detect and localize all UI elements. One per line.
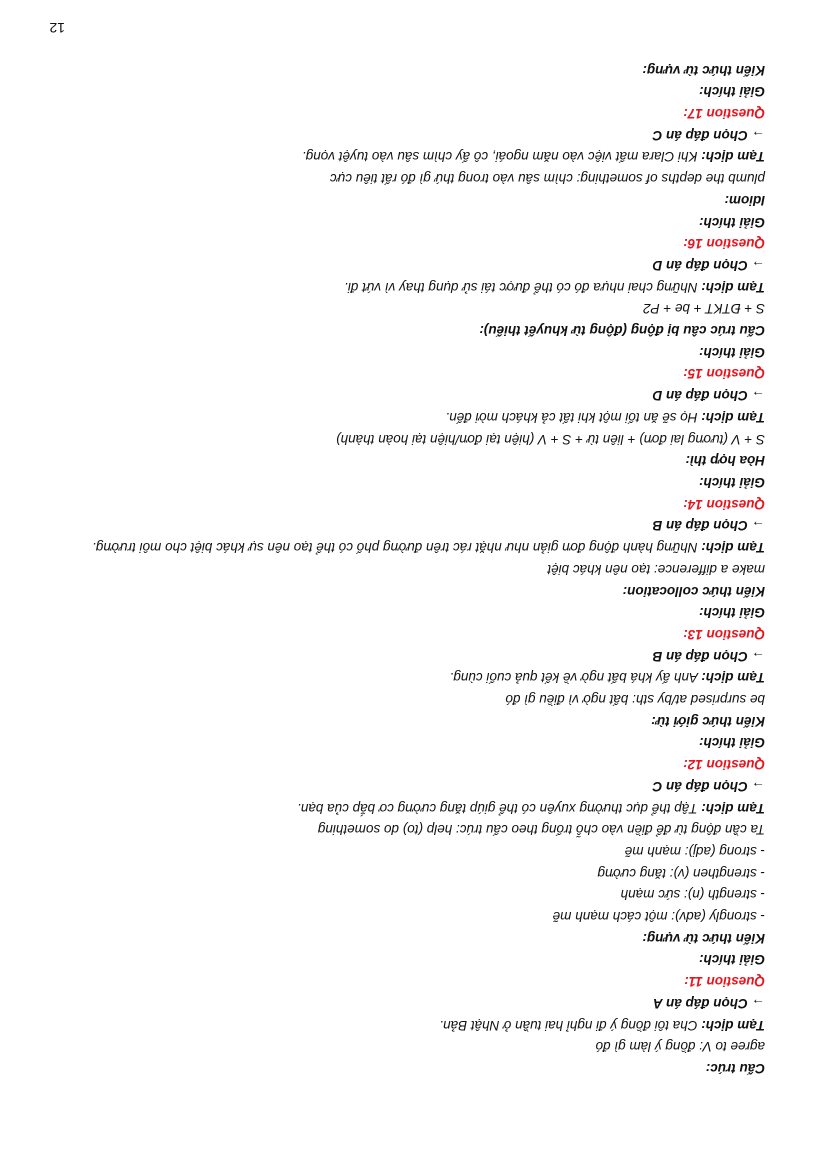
- translation-label: Tạm dịch:: [701, 409, 765, 425]
- explanation-heading: Giải thích:: [698, 344, 765, 360]
- translation-text: Những chai nhựa đó có thể được tái sử dụng thay vì vứt đi.: [344, 279, 698, 295]
- answer-line: → Chọn đáp án D: [652, 388, 765, 404]
- topic-heading: Kiến thức từ vựng:: [642, 930, 765, 946]
- translation-text: Anh ấy khá bất ngờ về kết quả cuối cùng.: [449, 670, 698, 686]
- text-line: - strengthen (v): tăng cường: [597, 865, 765, 881]
- translation-text: Họ sẽ ăn tối một khi tất cả khách mời đến.: [445, 409, 698, 425]
- document-body: [45, 59, 765, 1079]
- topic-heading: Cấu trúc câu bị động (động từ khuyết thiếu):: [479, 323, 765, 339]
- text-line: Ta cần động từ để điền vào chỗ trống theo cấu trúc: help (to) do something: [317, 822, 765, 838]
- explanation-heading: Giải thích:: [698, 475, 765, 491]
- text-line: make a difference: tạo nên khác biệt: [547, 561, 765, 577]
- text-line: - strongly (adv): một cách mạnh mẽ: [552, 909, 765, 925]
- topic-heading: Kiến thức giới từ:: [651, 713, 765, 729]
- translation-text: Những hành động đơn giản như nhặt rác trên đường phố có thể tạo nên sự khác biệt cho môi trường.: [92, 540, 698, 556]
- translation-label: Tạm dịch:: [701, 670, 765, 686]
- explanation-heading: Giải thích:: [698, 214, 765, 230]
- text-line: plumb the depths of something: chìm sâu vào trong thứ gì đó rất tiêu cực: [329, 171, 765, 187]
- answer-line: → Chọn đáp án A: [653, 995, 765, 1011]
- page-number: 12: [49, 20, 65, 36]
- translation-label: Tạm dịch:: [701, 800, 765, 816]
- structure-heading: Cấu trúc:: [705, 1061, 765, 1076]
- text-line: S + V (tương lai đơn) + liên từ + S + V (hiện tại đơn/hiện tại hoàn thành): [336, 431, 765, 447]
- answer-line: → Chọn đáp án D: [652, 257, 765, 273]
- translation-text: Tập thể dục thường xuyên có thể giúp tăng cường cơ bắp của bạn.: [297, 800, 698, 816]
- translation-label: Tạm dịch:: [701, 279, 765, 295]
- text-line: S + ĐTKT + be + P2: [643, 301, 765, 317]
- translation-label: Tạm dịch:: [701, 540, 765, 556]
- explanation-heading: Giải thích:: [698, 605, 765, 621]
- question-heading: Question 11:: [684, 974, 765, 990]
- explanation-heading: Giải thích:: [698, 84, 765, 100]
- translation-label: Tạm dịch:: [701, 149, 765, 165]
- text-line: - strength (n): sức mạnh: [620, 887, 765, 903]
- text-line: - strong (adj): mạnh mẽ: [624, 843, 765, 859]
- explanation-heading: Giải thích:: [698, 952, 765, 968]
- translation-text: Cha tôi đồng ý đi nghỉ hai tuần ở Nhật Bản.: [439, 1017, 698, 1033]
- translation-label: Tạm dịch:: [701, 1017, 765, 1033]
- topic-heading: Kiến thức từ vựng:: [642, 62, 765, 78]
- answer-line: → Chọn đáp án B: [652, 648, 765, 664]
- text-line: agree to V: đồng ý làm gì đó: [595, 1039, 765, 1055]
- question-heading: Question 13:: [683, 626, 765, 642]
- translation-text: Khi Clara mất việc vào năm ngoái, cô ấy chìm sâu vào tuyệt vọng.: [302, 149, 698, 165]
- question-heading: Question 16:: [683, 236, 765, 252]
- topic-heading: Idiom:: [724, 192, 765, 208]
- answer-line: → Chọn đáp án C: [652, 778, 765, 794]
- answer-line: → Chọn đáp án C: [652, 127, 765, 143]
- text-line: be surprised at/by sth: bất ngờ vì điều gì đó: [505, 692, 765, 708]
- answer-line: → Chọn đáp án B: [652, 518, 765, 534]
- question-heading: Question 17:: [683, 106, 765, 122]
- question-heading: Question 14:: [683, 496, 765, 512]
- question-heading: Question 15:: [683, 366, 765, 382]
- topic-heading: Kiến thức collocation:: [622, 583, 765, 599]
- explanation-heading: Giải thích:: [698, 735, 765, 751]
- question-heading: Question 12:: [683, 757, 765, 773]
- topic-heading: Hòa hợp thì:: [685, 453, 765, 469]
